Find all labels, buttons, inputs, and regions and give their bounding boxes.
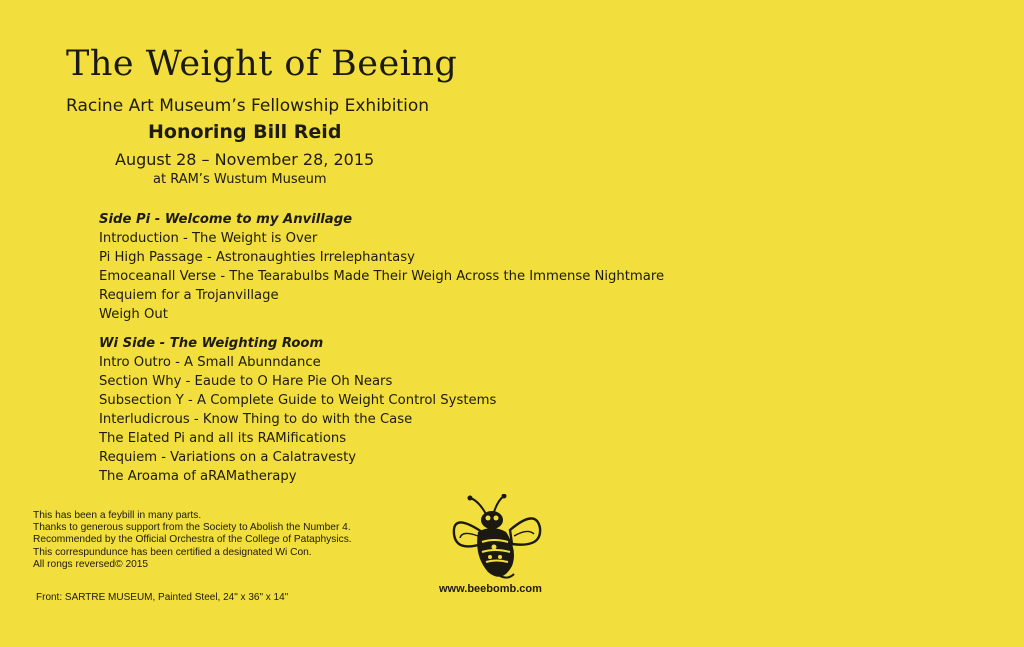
side-a-track-list <box>99 229 664 324</box>
track-item: The Elated Pi and all its RAMifications <box>99 431 347 446</box>
track-item: Emoceanall Verse - The Tearabulbs Made Their Weigh Across the Immense Nightmare <box>99 269 665 284</box>
bee-bomb-logo-icon <box>448 494 544 580</box>
track-item: Weigh Out <box>99 307 168 322</box>
track-item: Interludicrous - Know Thing to do with the Case <box>99 412 413 427</box>
honoring-line: Honoring Bill Reid <box>148 121 342 143</box>
page-title: The Weight of Beeing <box>66 44 458 84</box>
track-item: Subsection Y - A Complete Guide to Weight Control Systems <box>99 393 497 408</box>
credit-line: Recommended by the Official Orchestra of the College of Pataphysics. <box>33 534 352 546</box>
exhibition-subtitle: Racine Art Museum’s Fellowship Exhibition <box>66 96 429 116</box>
exhibition-dates: August 28 – November 28, 2015 <box>115 150 375 169</box>
side-b-section <box>99 334 496 486</box>
track-item: Pi High Passage - Astronaughties Irrelephantasy <box>99 250 415 265</box>
side-b-heading: Wi Side - The Weighting Room <box>99 336 324 351</box>
exhibition-venue: at RAM’s Wustum Museum <box>153 172 327 187</box>
credit-line: Thanks to generous support from the Society to Abolish the Number 4. <box>33 522 351 534</box>
track-item: Intro Outro - A Small Abunndance <box>99 355 321 370</box>
side-a-heading: Side Pi - Welcome to my Anvillage <box>99 212 353 227</box>
credit-line: All rongs reversed© 2015 <box>33 558 149 570</box>
track-item: Section Why - Eaude to O Hare Pie Oh Nears <box>99 374 393 389</box>
credit-line: This has been a feybill in many parts. <box>33 510 202 521</box>
credit-line: This correspundunce has been certified a designated Wi Con. <box>33 546 312 558</box>
website-link[interactable]: www.beebomb.com <box>439 583 542 595</box>
track-item: Requiem for a Trojanvillage <box>99 288 279 303</box>
credits-block <box>33 510 352 571</box>
track-item: The Aroama of aRAMatherapy <box>99 469 297 484</box>
track-item: Requiem - Variations on a Calatravesty <box>99 450 357 465</box>
front-caption: Front: SARTRE MUSEUM, Painted Steel, 24" x 36" x 14" <box>36 592 289 603</box>
side-b-track-list <box>99 353 496 486</box>
side-a-section <box>99 210 664 324</box>
track-item: Introduction - The Weight is Over <box>99 231 318 246</box>
